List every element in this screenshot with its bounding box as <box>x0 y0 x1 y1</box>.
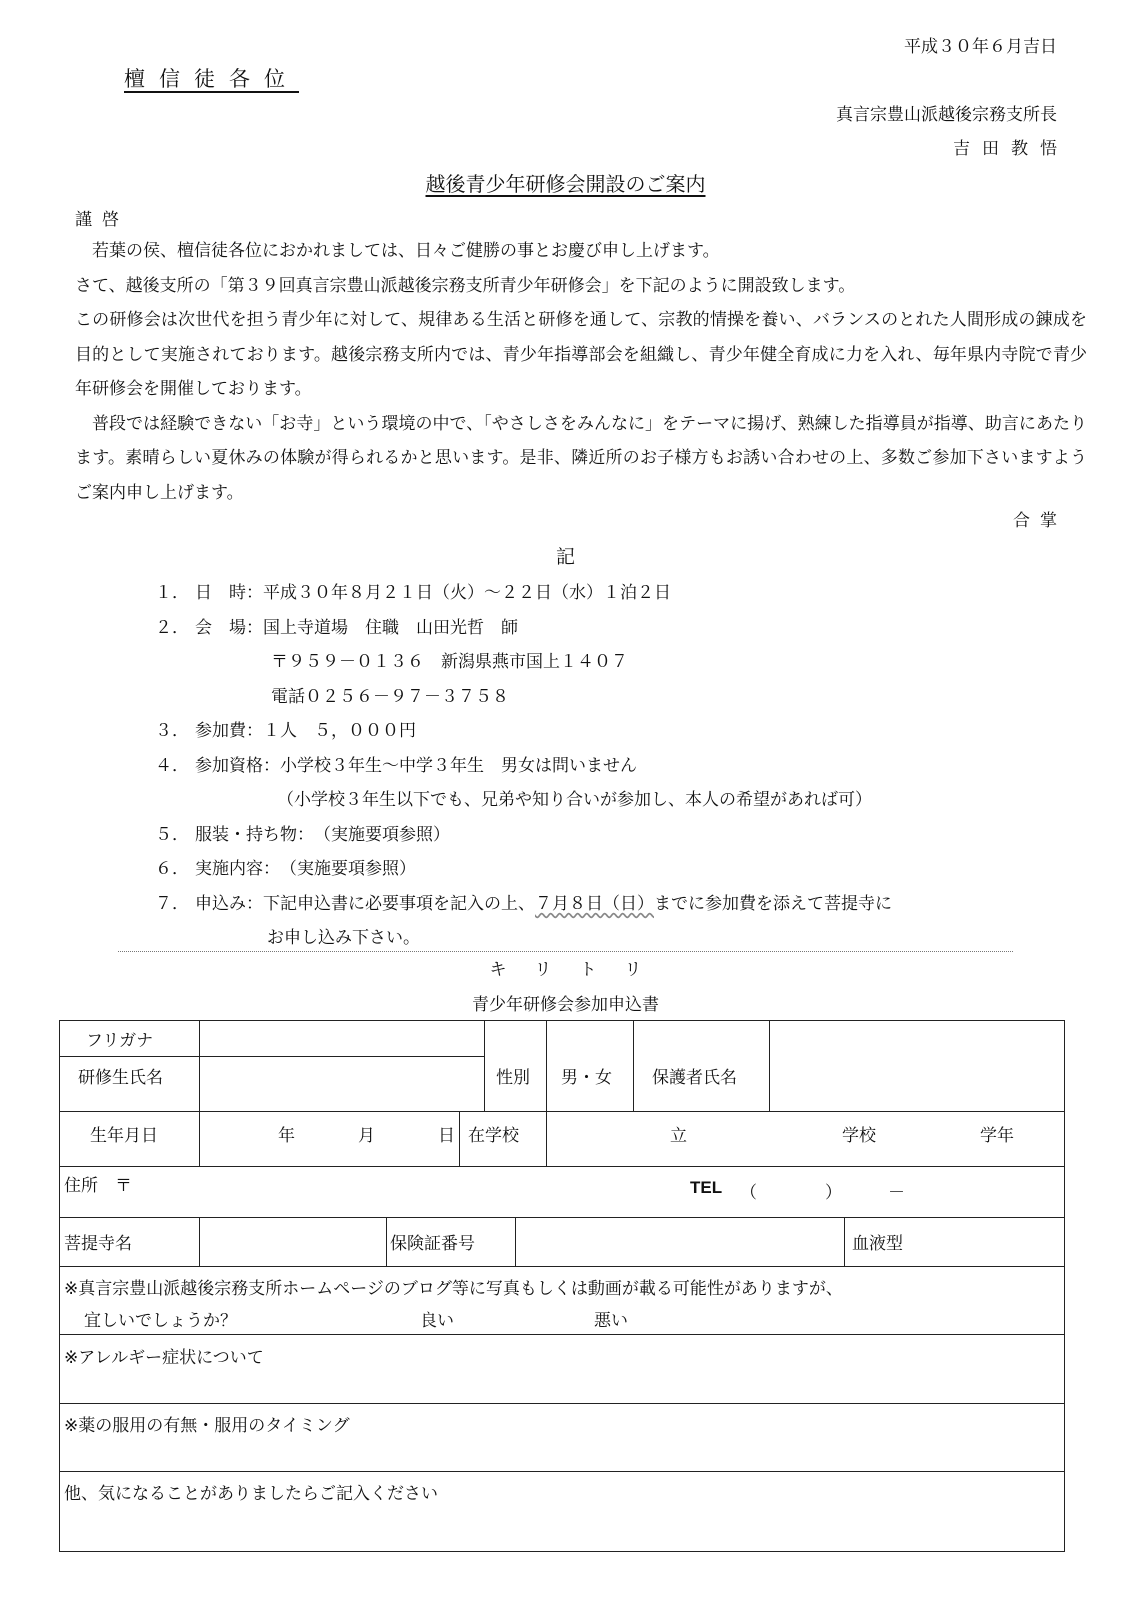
detail-item-content <box>155 852 892 887</box>
item-label: 参加費： <box>195 721 263 741</box>
other-notes-label: 他、気になることがありましたらご記入ください <box>64 1484 438 1504</box>
tel-paren-open: （ <box>740 1183 757 1203</box>
item-label: 会 場： <box>195 617 263 638</box>
grade-label: 学年 <box>980 1126 1014 1146</box>
item-number: ６． <box>155 859 189 879</box>
item-label: 参加資格： <box>195 755 280 776</box>
row-divider <box>60 1166 1064 1167</box>
item-label: 実施内容： <box>195 859 280 879</box>
blood-type-label: 血液型 <box>852 1234 903 1254</box>
allergy-label: ※アレルギー症状について <box>64 1348 264 1368</box>
item-value: 下記申込書に必要事項を記入の上、 <box>263 893 535 914</box>
gender-label: 性別 <box>496 1068 530 1088</box>
detail-item-fee <box>155 714 892 749</box>
document-date: 平成３０年６月吉日 <box>904 37 1057 57</box>
body-paragraph: 普段では経験できない「お寺」という環境の中で、「やさしさをみんなに」をテーマに揚げ、熟練した指導員が指導、助言にあたります。素晴らしい夏休みの体験が得られるかと思います。是非、隣近所のお子様方もお誘い合わせの上、多数ご参加下さいますようご案内申し上げます。 <box>75 413 1087 503</box>
item-value: 国上寺道場 住職 山田光哲 師 <box>263 617 518 638</box>
guardian-name-label: 保護者氏名 <box>652 1068 737 1088</box>
closing: 合掌 <box>1013 511 1067 531</box>
sender-name: 吉田教悟 <box>953 139 1069 159</box>
item-number: ５． <box>155 824 189 845</box>
column-divider <box>199 1111 200 1166</box>
temple-label: 菩提寺名 <box>64 1234 132 1254</box>
photo-consent-yes[interactable]: 良い <box>420 1311 454 1331</box>
eligibility-note-text: （小学校３年生以下でも、兄弟や知り合いが参加し、本人の希望があれば可） <box>277 790 872 810</box>
row-divider <box>60 1217 1064 1218</box>
form-title: 青少年研修会参加申込書 <box>472 995 659 1015</box>
address-label: 住所 〒 <box>64 1176 132 1196</box>
column-divider <box>386 1217 387 1266</box>
detail-item-belongings <box>155 818 892 853</box>
detail-item-date <box>155 576 892 611</box>
tel-paren-close: ） <box>825 1183 842 1203</box>
row-divider <box>60 1403 1064 1404</box>
application-continuation-text: お申し込み下さい。 <box>267 928 420 948</box>
medicine-label: ※薬の服用の有無・服用のタイミング <box>64 1416 350 1436</box>
column-divider <box>199 1021 200 1111</box>
birth-year-label: 年 <box>278 1126 295 1146</box>
cut-line <box>118 951 1013 952</box>
column-divider <box>633 1021 634 1111</box>
detail-item-eligibility <box>155 749 892 784</box>
tel-label: TEL <box>690 1178 723 1197</box>
row-divider <box>60 1334 1064 1335</box>
tel-dash: － <box>888 1183 905 1203</box>
birthdate-label: 生年月日 <box>90 1126 158 1146</box>
row-divider <box>60 1471 1064 1472</box>
column-divider <box>844 1217 845 1266</box>
item-number: ２． <box>155 617 189 638</box>
cut-here-label: キリトリ <box>489 960 670 980</box>
photo-notice: ※真言宗豊山派越後宗務支所ホームページのブログ等に写真もしくは動画が載る可能性がありますが、 <box>64 1279 843 1299</box>
item-label: 日 時： <box>195 583 263 603</box>
item-label: 服装・持ち物： <box>195 824 314 845</box>
venue-phone <box>155 680 892 715</box>
furigana-label: フリガナ <box>86 1031 154 1051</box>
item-number: ３． <box>155 721 189 741</box>
photo-consent-no[interactable]: 悪い <box>594 1311 628 1331</box>
row-divider <box>60 1111 1064 1112</box>
column-divider <box>546 1111 547 1166</box>
venue-postal-address: 〒９５９－０１３６ 新潟県燕市国上１４０７ <box>271 652 628 672</box>
column-divider <box>484 1021 485 1111</box>
photo-question: 宜しいでしょうか？ <box>84 1311 237 1331</box>
venue-phone-number: 電話０２５６－９７－３７５８ <box>271 686 509 707</box>
sender-organization: 真言宗豊山派越後宗務支所長 <box>836 105 1057 125</box>
application-form <box>59 1020 1065 1552</box>
document-title: 越後青少年研修会開設のご案内 <box>425 172 706 196</box>
item-number: １． <box>155 583 189 603</box>
trainee-name-label: 研修生氏名 <box>78 1068 163 1088</box>
body-text <box>75 234 1087 510</box>
ki-heading: 記 <box>555 546 575 568</box>
detail-item-venue <box>155 611 892 646</box>
application-deadline: ７月８日（日） <box>535 893 654 914</box>
body-paragraph: さて、越後支所の「第３９回真言宗豊山派越後宗務支所青少年研修会」を下記のように開設致します。 <box>75 275 856 296</box>
event-details <box>155 576 892 956</box>
row-divider <box>60 1266 1064 1267</box>
body-paragraph: 若葉の侯、檀信徒各位におかれましては、日々ご健勝の事とお慶び申し上げます。 <box>92 241 720 261</box>
item-value: 小学校３年生～中学３年生 男女は問いません <box>280 755 637 776</box>
column-divider <box>769 1021 770 1111</box>
addressee: 檀信徒各位 <box>124 67 299 91</box>
venue-address <box>155 645 892 680</box>
birth-month-label: 月 <box>358 1126 375 1146</box>
item-value: 平成３０年８月２１日（火）～２２日（水）１泊２日 <box>263 583 671 603</box>
item-number: ４． <box>155 755 189 776</box>
item-number: ７． <box>155 893 189 914</box>
column-divider <box>199 1217 200 1266</box>
item-label: 申込み： <box>195 893 263 914</box>
salutation: 謹啓 <box>75 210 129 230</box>
detail-item-application <box>155 887 892 922</box>
gender-options[interactable]: 男・女 <box>561 1068 612 1088</box>
body-paragraph: この研修会は次世代を担う青少年に対して、規律ある生活と研修を通して、宗教的情操を養い、バランスのとれた人間形成の錬成を目的として実施されております。越後宗務支所内では、青少年指導部会を組織し、青少年健全育成に力を入れ、毎年県内寺院で青少年研修会を開催しております。 <box>75 310 1087 399</box>
column-divider <box>459 1111 460 1166</box>
column-divider <box>515 1217 516 1266</box>
eligibility-note <box>155 783 892 818</box>
item-value: （実施要項参照） <box>280 859 416 879</box>
insurance-number-label: 保険証番号 <box>390 1234 475 1254</box>
school-suffix-label: 学校 <box>842 1126 876 1146</box>
item-value: までに参加費を添えて菩提寺に <box>654 893 892 914</box>
school-label: 在学校 <box>468 1126 519 1146</box>
birth-day-label: 日 <box>438 1126 455 1146</box>
school-public-label: 立 <box>670 1126 687 1146</box>
item-value: （実施要項参照） <box>314 824 450 845</box>
row-divider <box>60 1056 484 1057</box>
item-value: １人 ５，０００円 <box>263 721 416 741</box>
column-divider <box>546 1021 547 1111</box>
